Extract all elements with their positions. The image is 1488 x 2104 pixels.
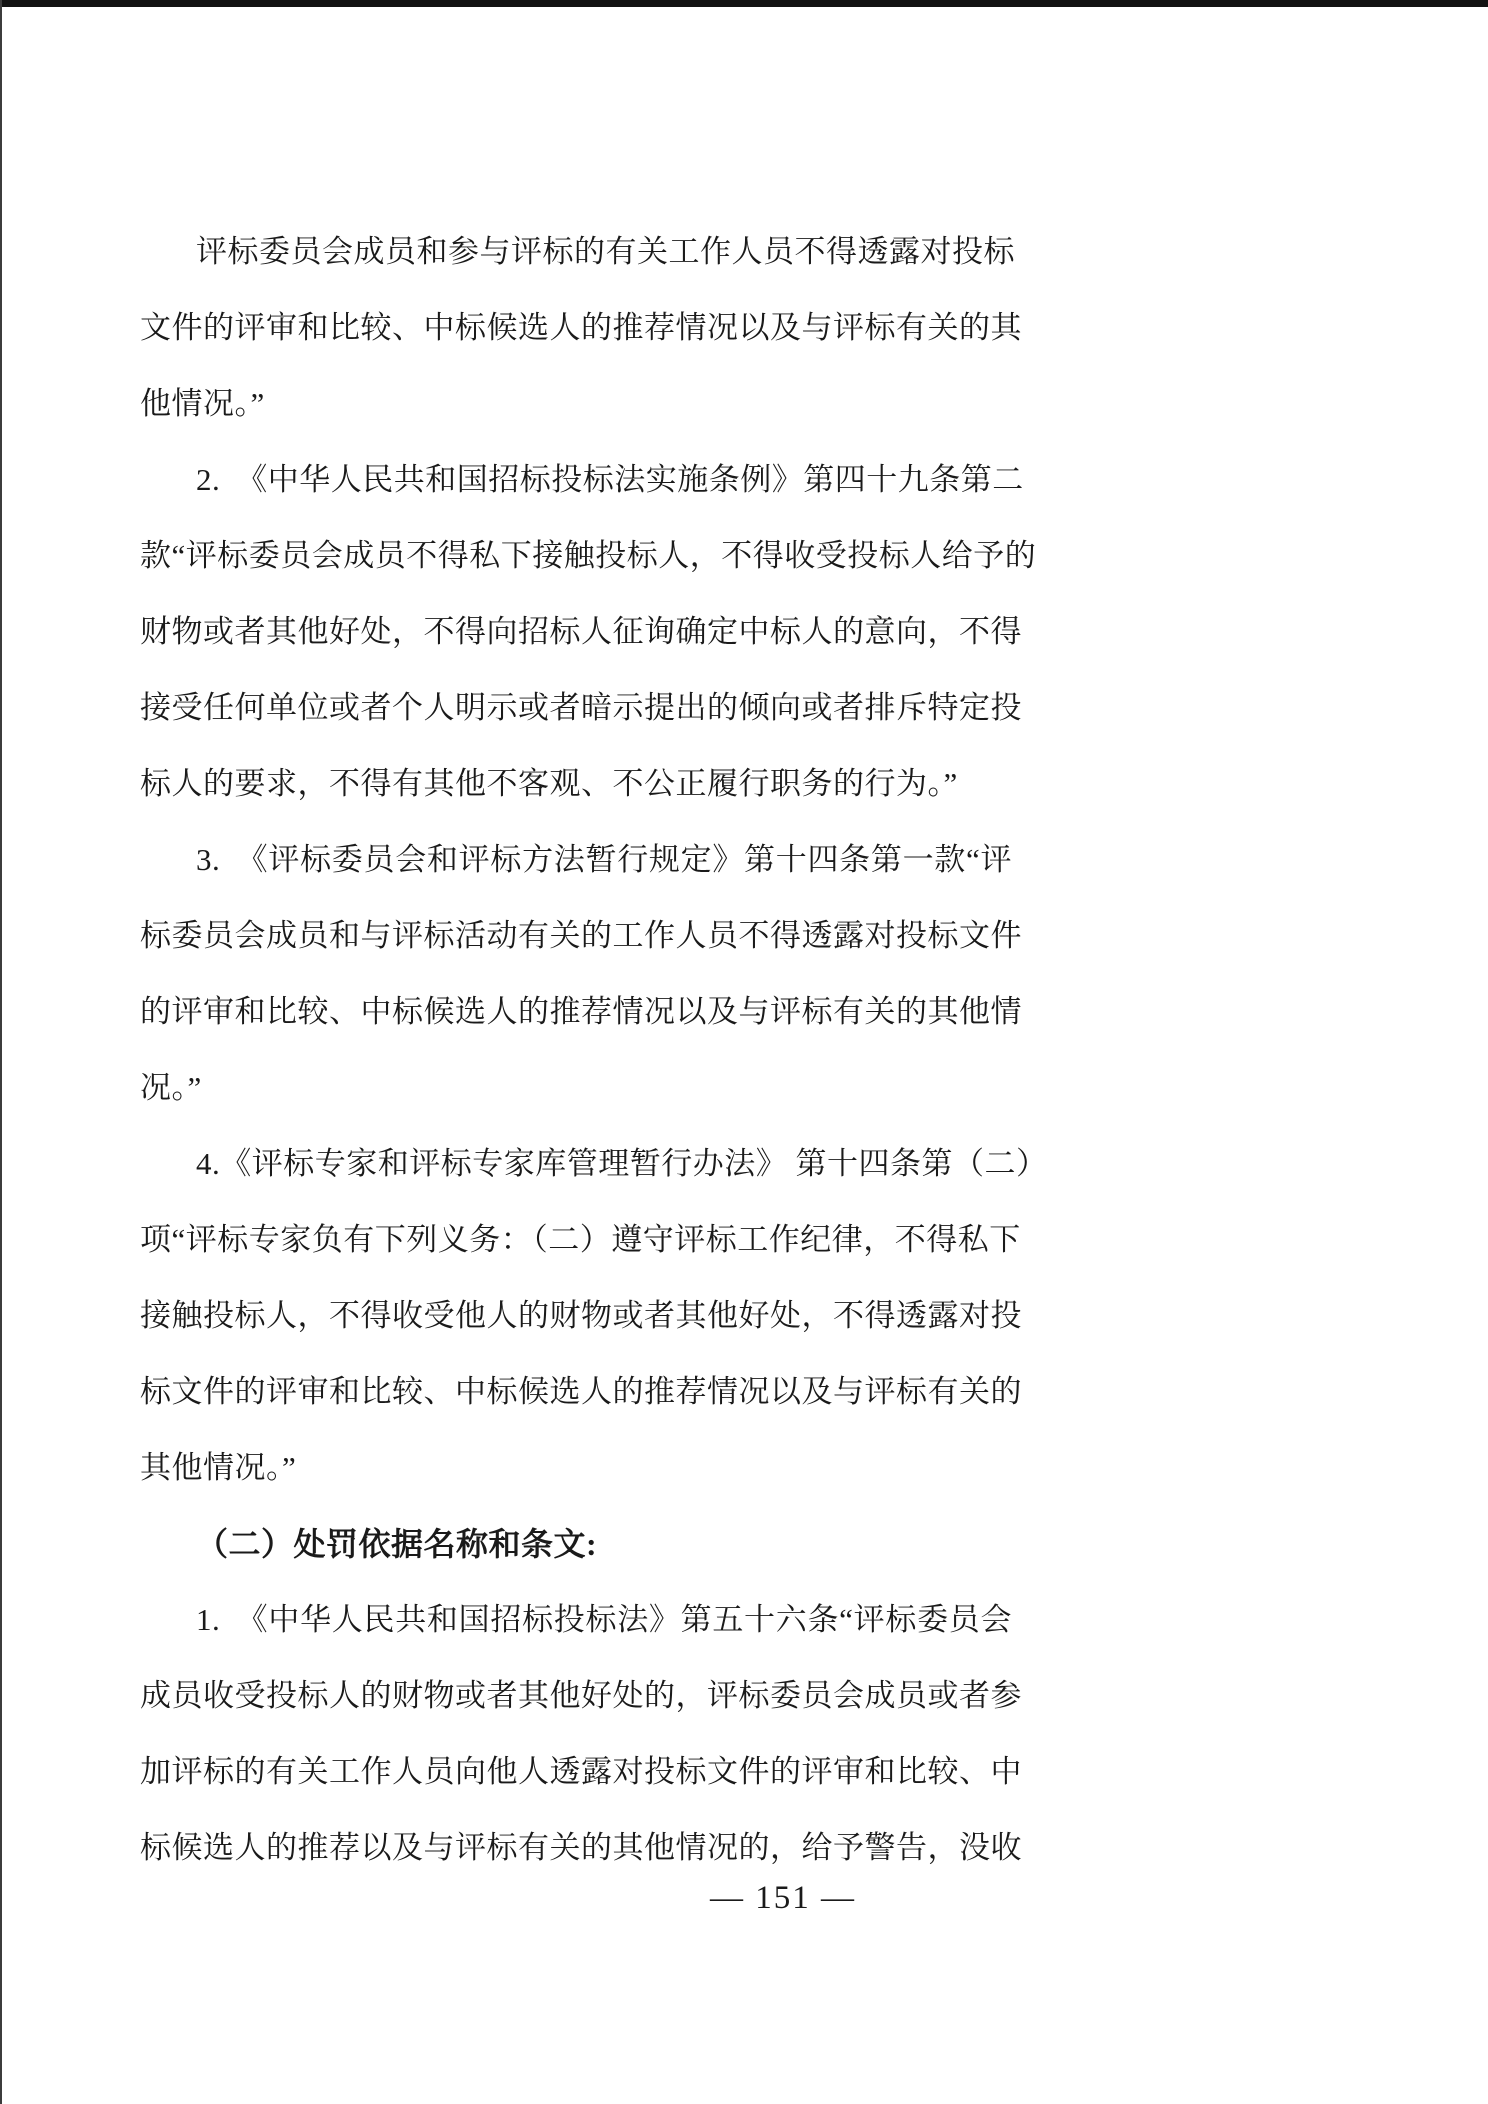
text-line: 标候选人的推荐以及与评标有关的其他情况的，给予警告，没收 bbox=[140, 1830, 1022, 1865]
text-line: 加评标的有关工作人员向他人透露对投标文件的评审和比较、中 bbox=[140, 1754, 1022, 1789]
page-number: — 151 — bbox=[710, 1880, 856, 1916]
text-line: 他情况。” bbox=[140, 386, 265, 421]
page-top-edge bbox=[0, 0, 1488, 7]
text-line: 接触投标人，不得收受他人的财物或者其他好处，不得透露对投 bbox=[140, 1298, 1022, 1333]
section-heading: （二）处罚依据名称和条文: bbox=[196, 1526, 598, 1562]
text-line: 的评审和比较、中标候选人的推荐情况以及与评标有关的其他情 bbox=[140, 994, 1022, 1029]
text-line: 况。” bbox=[140, 1070, 202, 1105]
text-line: 成员收受投标人的财物或者其他好处的，评标委员会成员或者参 bbox=[140, 1678, 1022, 1713]
text-line: 其他情况。” bbox=[140, 1450, 297, 1485]
text-line: 评标委员会成员和参与评标的有关工作人员不得透露对投标 bbox=[196, 234, 1015, 269]
text-line: 款“评标委员会成员不得私下接触投标人，不得收受投标人给予的 bbox=[140, 538, 1037, 573]
text-line: 标委员会成员和与评标活动有关的工作人员不得透露对投标文件 bbox=[140, 918, 1022, 953]
text-line: 文件的评审和比较、中标候选人的推荐情况以及与评标有关的其 bbox=[140, 310, 1022, 345]
text-line: 1. 《中华人民共和国招标投标法》第五十六条“评标委员会 bbox=[196, 1602, 1012, 1637]
text-line: 标文件的评审和比较、中标候选人的推荐情况以及与评标有关的 bbox=[140, 1374, 1022, 1409]
page-left-edge bbox=[0, 0, 2, 2104]
text-line: 接受任何单位或者个人明示或者暗示提出的倾向或者排斥特定投 bbox=[140, 690, 1022, 725]
text-line: 4.《评标专家和评标专家库管理暂行办法》 第十四条第（二） bbox=[196, 1146, 1048, 1181]
document-body bbox=[140, 214, 1048, 1886]
text-line: 2. 《中华人民共和国招标投标法实施条例》第四十九条第二 bbox=[196, 462, 1024, 497]
text-line: 3. 《评标委员会和评标方法暂行规定》第十四条第一款“评 bbox=[196, 842, 1012, 877]
text-line: 项“评标专家负有下列义务：（二）遵守评标工作纪律，不得私下 bbox=[140, 1222, 1021, 1257]
text-line: 财物或者其他好处，不得向招标人征询确定中标人的意向，不得 bbox=[140, 614, 1022, 649]
text-line: 标人的要求，不得有其他不客观、不公正履行职务的行为。” bbox=[140, 766, 958, 801]
